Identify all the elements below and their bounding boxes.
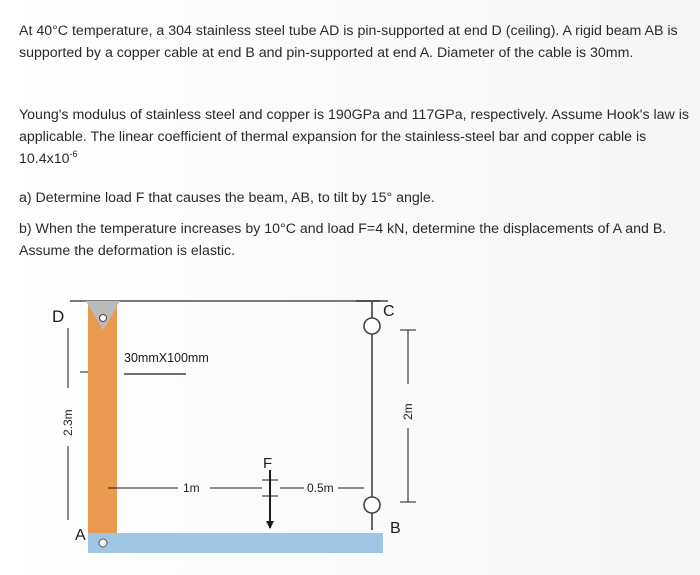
dim-AF-label: 1m: [183, 481, 200, 495]
pin-A-icon: [99, 539, 107, 547]
section-label: 30mmX100mm: [124, 351, 209, 365]
label-C: C: [383, 303, 395, 320]
pin-C-icon: [364, 318, 380, 334]
material-exponent: -6: [69, 149, 78, 159]
pin-B-icon: [364, 497, 380, 513]
label-B: B: [390, 520, 401, 537]
label-F: F: [263, 455, 273, 472]
material-text: Young's modulus of stainless steel and copper is 190GPa and 117GPa, respectively. Assume Hook's law is applicable. The linear coefficient of thermal expansion for the stainless-steel bar and copper cable is 10.4x10: [19, 107, 689, 167]
dim-tube-label: 2.3m: [61, 409, 75, 436]
problem-intro: At 40°C temperature, a 304 stainless steel tube AD is pin-supported at end D (ceiling). A rigid beam AB is supported by a copper cable at end B and pin-supported at end A. Diameter of the cable is 30mm.: [19, 23, 678, 61]
part-b-question: b) When the temperature increases by 10°C and load F=4 kN, determine the displacements of A and B. Assume the deformation is elastic.: [19, 221, 667, 259]
label-D: D: [52, 307, 65, 326]
rigid-beam: [88, 533, 383, 553]
dim-cable-label: 2m: [401, 403, 415, 420]
label-A: A: [75, 527, 86, 544]
part-a-question: a) Determine load F that causes the beam, AB, to tilt by 15° angle.: [19, 190, 435, 206]
pin-D-icon: [100, 315, 107, 322]
steel-tube: [88, 302, 117, 542]
dim-FB-label: 0.5m: [307, 481, 334, 495]
